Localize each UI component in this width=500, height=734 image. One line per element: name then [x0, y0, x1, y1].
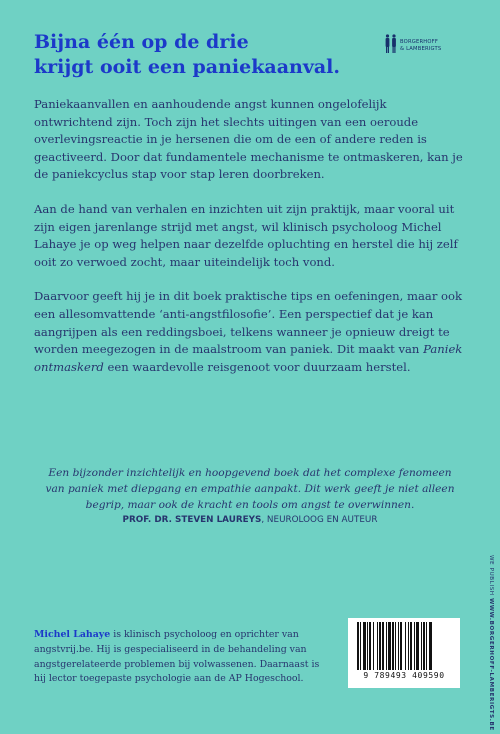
author-name: Michel Lahaye [34, 629, 111, 640]
barcode-bar [379, 622, 381, 670]
publisher-website-prefix: WE PUBLISH [488, 555, 494, 599]
barcode-bar [398, 622, 399, 670]
headline-line-2: krijgt ooit een paniekaanval. [34, 56, 341, 78]
barcode-bar [367, 622, 368, 670]
blurb-paragraph-2: Aan de hand van verhalen en inzichten uit zijn praktijk, maar vooral uit zijn eigen jarenlange strijd met angst, wil klinisch psycholoog Michel Lahaye je op weg helpen naar dezelfde opluchting en herstel die hij zelf ooit zo verwoed zocht, maar uiteindelijk toch vond. [34, 201, 458, 269]
blurb-paragraph-1: Paniekaanvallen en aanhoudende angst kunnen ongelofelijk ontwrichtend zijn. Toch zijn het slechts uitingen van een oeroude overlevingsreactie in je hersenen die om de een of andere reden is geactiveerd. Door dat fundamentele mechanisme te ontmaskeren, kan je de paniekcyclus stap voor stap leren doorbreken. [34, 97, 463, 182]
endorsement-author-name: PROF. DR. STEVEN LAUREYS [122, 515, 262, 525]
barcode-bar [423, 622, 425, 670]
barcode-bar [429, 622, 432, 670]
publisher-figures-icon [384, 34, 398, 54]
headline-line-1: Bijna één op de drie [34, 31, 249, 53]
barcode-bars [357, 622, 451, 670]
barcode-bar [416, 622, 419, 670]
barcode-bar [388, 622, 391, 670]
publisher-website-url: WWW.BORGERHOFF-LAMBERIGTS.BE [488, 598, 494, 731]
publisher-logo [384, 34, 464, 54]
author-bio [34, 628, 334, 687]
barcode-bar [377, 622, 378, 670]
barcode-bar [392, 622, 394, 670]
barcode-bar [357, 622, 359, 670]
barcode-bar [405, 622, 406, 670]
publisher-name [400, 39, 441, 52]
publisher-website [484, 555, 494, 731]
headline [34, 30, 364, 80]
barcode-bar [400, 622, 402, 670]
barcode-bar [421, 622, 422, 670]
endorsement-quote: Een bijzonder inzichtelijk en hoopgevend boek dat het complexe fenomeen van paniek met diepgang en empathie aanpakt. Dit werk geeft je niet alleen begrip, maar ook de kracht en tools om angst te overwinnen. [45, 467, 455, 511]
endorsement-author [40, 514, 460, 526]
barcode-bar [382, 622, 384, 670]
barcode-bar [386, 622, 387, 670]
barcode-bar [395, 622, 396, 670]
blurb-paragraph-3 [34, 288, 466, 376]
barcode-bar [410, 622, 412, 670]
endorsement-author-role: , NEUROLOOG EN AUTEUR [261, 515, 378, 525]
blurb [34, 96, 466, 393]
barcode-bar [360, 622, 361, 670]
barcode-bar [369, 622, 371, 670]
barcode-bar [373, 622, 374, 670]
isbn-barcode [348, 618, 460, 688]
author-bio-text: is klinisch psycholoog en oprichter van angstvrij.be. Hij is gespecialiseerd in de behandeling van angstgerelateerde problemen bij volwassenen. Daarnaast is hij lector toegepaste psychologie aan de AP Hogeschool. [34, 629, 320, 685]
blurb-paragraph-3-start: Daarvoor geeft hij je in dit boek praktische tips en oefeningen, maar ook een allesomvattende ‘anti-angstfilosofie’. Een perspectief dat je kan aangrijpen als een reddingsboei, telkens wanneer je opnieuw dreigt te worden meegezogen in de maalstroom van paniek. Dit maakt van [34, 289, 463, 357]
blurb-paragraph-3-end: een waardevolle reisgenoot voor duurzaam herstel. [103, 359, 411, 374]
book-title-mention: Paniek ontmaskerd [34, 342, 463, 374]
isbn-digits: 9 789493 409590 [363, 671, 445, 680]
barcode-bar [426, 622, 427, 670]
barcode-bar [408, 622, 409, 670]
publisher-name-line-2: & LAMBERIGTS [400, 45, 442, 52]
publisher-name-line-1: BORGERHOFF [400, 39, 439, 45]
barcode-bar [414, 622, 415, 670]
barcode-bar [363, 622, 366, 670]
